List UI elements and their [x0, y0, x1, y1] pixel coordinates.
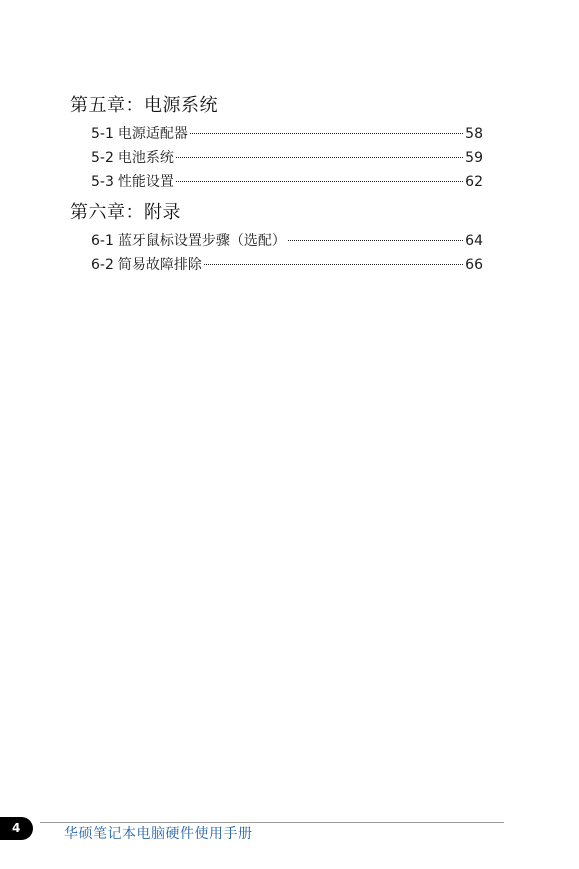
section-title: 性能设置	[117, 174, 174, 190]
footer-divider	[40, 822, 504, 823]
dot-leader	[288, 240, 463, 241]
page-number: 62	[465, 174, 483, 190]
page-number: 59	[465, 150, 483, 166]
page-number: 64	[465, 233, 483, 249]
dot-leader	[190, 133, 463, 134]
chapter-heading: 第五章：电源系统	[70, 95, 218, 116]
dot-leader	[176, 157, 463, 158]
chapter-entries	[70, 122, 483, 194]
section-title: 简易故障排除	[117, 257, 202, 273]
section-title: 蓝牙鼠标设置步骤（选配）	[117, 233, 286, 249]
toc-entry[interactable]	[70, 170, 483, 194]
chapter-entries	[70, 229, 483, 277]
section-number: 5-3	[91, 174, 114, 190]
page-number-badge: 4	[0, 817, 33, 840]
page-number: 66	[465, 257, 483, 273]
chapter-heading: 第六章：附录	[70, 202, 181, 223]
page-number: 58	[465, 126, 483, 142]
section-title: 电池系统	[117, 150, 174, 166]
section-number: 6-2	[91, 257, 114, 273]
toc-entry[interactable]	[70, 146, 483, 170]
dot-leader	[176, 181, 463, 182]
toc-entry[interactable]	[70, 229, 483, 253]
toc-entry[interactable]	[70, 253, 483, 277]
toc-entry[interactable]	[70, 122, 483, 146]
section-number: 6-1	[91, 233, 114, 249]
dot-leader	[204, 264, 463, 265]
section-number: 5-1	[91, 126, 114, 142]
table-of-contents	[70, 93, 483, 277]
manual-title: 华硕笔记本电脑硬件使用手册	[64, 826, 253, 842]
section-title: 电源适配器	[117, 126, 188, 142]
section-number: 5-2	[91, 150, 114, 166]
